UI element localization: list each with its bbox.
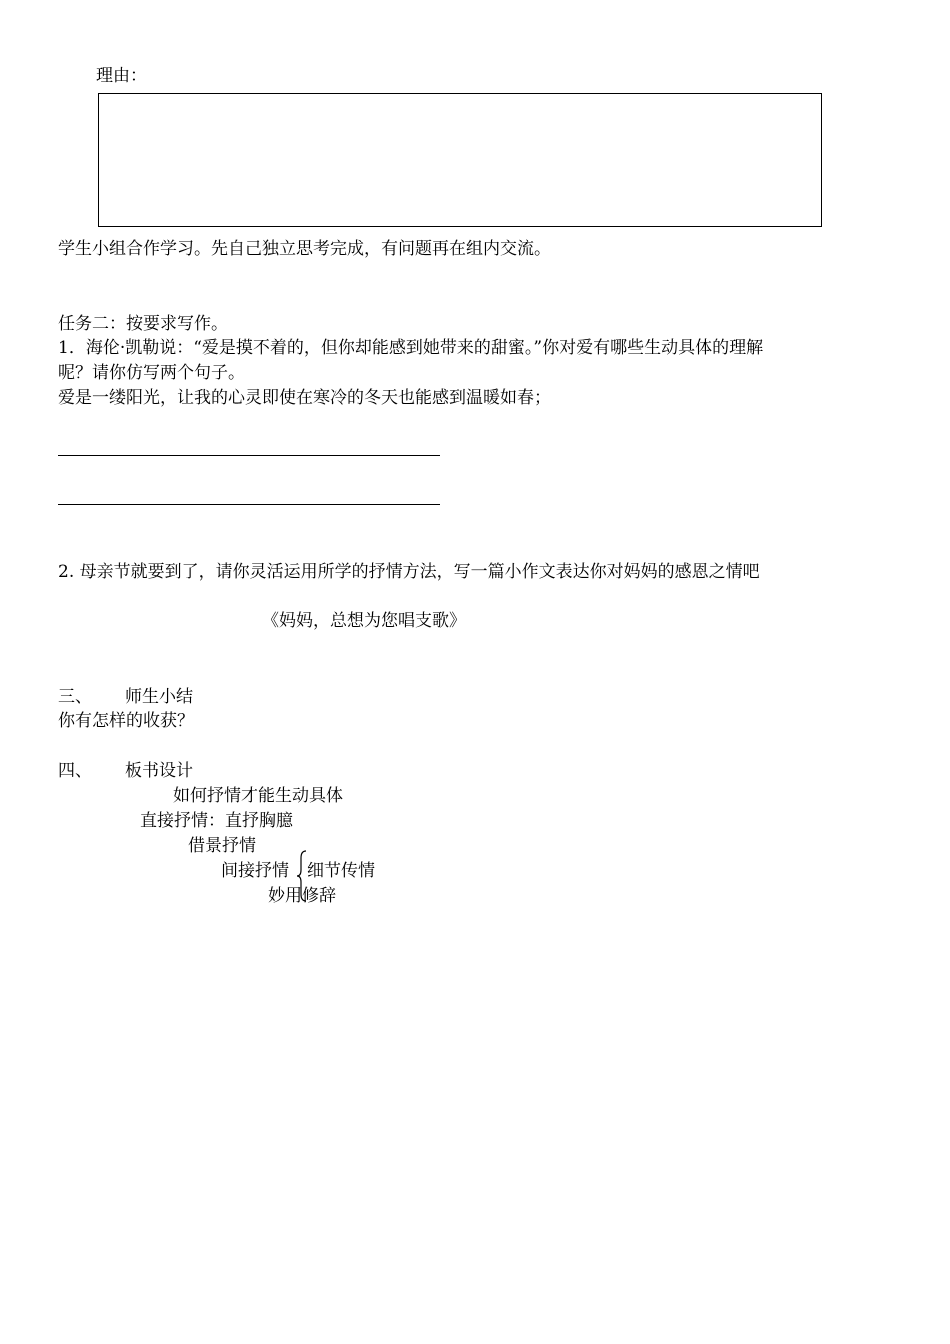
task2-q1-line2: 呢？请你仿写两个句子。 xyxy=(58,363,245,383)
task2-example-sentence: 爱是一缕阳光，让我的心灵即使在寒冷的冬天也能感到温暖如春； xyxy=(58,388,551,408)
reason-label: 理由： xyxy=(96,66,147,86)
board-indirect: 间接抒情 xyxy=(221,861,289,881)
board-title: 如何抒情才能生动具体 xyxy=(173,786,343,806)
section3-title: 师生小结 xyxy=(125,687,193,707)
board-rhetoric: 妙用修辞 xyxy=(268,886,336,906)
answer-line-1[interactable] xyxy=(58,455,440,456)
section4-number: 四、 xyxy=(58,761,92,781)
reason-answer-box[interactable] xyxy=(98,93,822,227)
task2-q1-line1: 1．海伦·凯勒说：“爱是摸不着的，但你却能感到她带来的甜蜜。”你对爱有哪些生动具体的理解 xyxy=(58,338,764,358)
section4-title: 板书设计 xyxy=(125,761,193,781)
instruction-text: 学生小组合作学习。先自己独立思考完成，有问题再在组内交流。 xyxy=(58,239,551,259)
board-direct: 直接抒情：直抒胸臆 xyxy=(140,811,293,831)
board-detail: 细节传情 xyxy=(307,861,375,881)
board-scene: 借景抒情 xyxy=(188,836,256,856)
task2-q2: 2. 母亲节就要到了，请你灵活运用所学的抒情方法，写一篇小作文表达你对妈妈的感恩之情吧 xyxy=(58,562,760,582)
section3-question: 你有怎样的收获？ xyxy=(58,711,194,731)
answer-line-2[interactable] xyxy=(58,504,440,505)
essay-title: 《妈妈，总想为您唱支歌》 xyxy=(262,611,466,631)
task2-heading: 任务二：按要求写作。 xyxy=(58,314,228,334)
section3-number: 三、 xyxy=(58,687,92,707)
